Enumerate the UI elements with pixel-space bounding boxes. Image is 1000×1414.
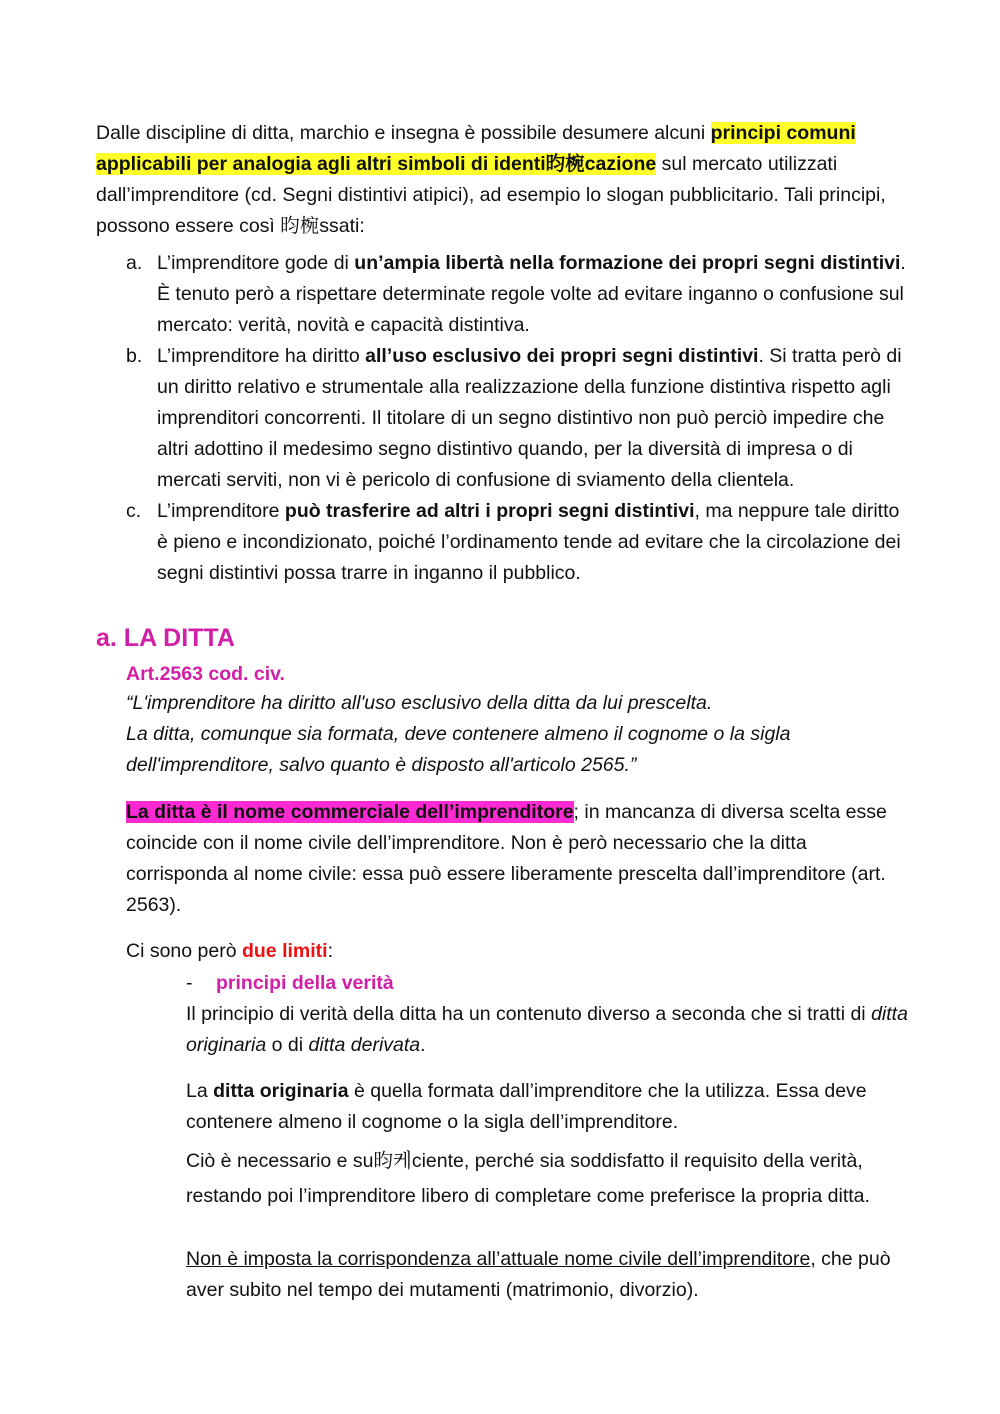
- truth-italic-1: ditta originaria: [186, 1003, 908, 1056]
- originaria-bold: ditta originaria: [213, 1080, 349, 1102]
- bullet-dash: -: [186, 972, 193, 994]
- sufficient-line-2: restando poi l’imprenditore libero di completare come preferisce la propria ditta.: [186, 1185, 870, 1207]
- quote-line: dell'imprenditore, salvo quanto è disposto all'articolo 2565.”: [126, 754, 637, 776]
- list-label: a.: [126, 252, 143, 274]
- article-quote: [126, 688, 906, 781]
- intro-paragraph: [96, 118, 886, 242]
- principles-list: [96, 248, 906, 589]
- principle-text-2: , ma neppure tale diritto è pieno e incondizionato, poiché l’ordinamento tende ad evitare che la circolazione dei segni distintivi possa trarre in inganno il pubblico.: [157, 500, 901, 584]
- article-reference: Art.2563 cod. civ.: [126, 663, 285, 685]
- originaria-text-2: è quella formata dall’imprenditore che la utilizza. Essa deve contenere almeno il cognome o la sigla dell’imprenditore.: [186, 1080, 867, 1133]
- originaria-paragraph: [186, 1076, 916, 1138]
- principle-bold: un’ampia libertà nella formazione dei propri segni distintivi: [354, 252, 901, 274]
- principle-text: L’imprenditore: [157, 500, 285, 522]
- principle-text: L’imprenditore gode di: [157, 252, 355, 274]
- limits-paragraph: [126, 936, 906, 967]
- principle-bold: all’uso esclusivo dei propri segni distintivi: [365, 345, 759, 367]
- truth-text: Il principio di verità della ditta ha un contenuto diverso a seconda che si tratti di: [186, 1003, 872, 1025]
- bullet-title: principi della verità: [216, 972, 394, 994]
- definition-text: ; in mancanza di diversa scelta esse coincide con il nome civile dell’imprenditore. Non è però necessario che la ditta corrisponda al nome civile: essa può essere liberamente prescelta dall’imprenditore (art. 2563).: [126, 801, 887, 916]
- nome-civile-paragraph: [186, 1244, 911, 1306]
- definition-highlight: La ditta è il nome commerciale dell’imprenditore: [126, 801, 574, 823]
- intro-text-2: sul mercato utilizzati dall’imprenditore (cd. Segni distintivi atipici), ad esempio lo slogan pubblicitario. Tali principi, possono essere così 昀椀ssati:: [96, 153, 886, 237]
- limits-highlight: due limiti: [241, 940, 328, 962]
- quote-line: “L'imprenditore ha diritto all'uso esclusivo della ditta da lui prescelta.: [126, 692, 713, 714]
- nome-civile-underlined: Non è imposta la corrispondenza all’attuale nome civile dell’imprenditore: [186, 1248, 811, 1270]
- truth-text-3: .: [420, 1034, 426, 1056]
- truth-text-2: o di: [266, 1034, 309, 1056]
- principle-item-b: [96, 341, 906, 496]
- principle-text: L’imprenditore ha diritto: [157, 345, 366, 367]
- intro-highlight: principi comuni applicabili per analogia agli altri simboli di identi昀椀cazione: [96, 122, 856, 175]
- limits-colon: :: [327, 940, 333, 962]
- principle-bold: può trasferire ad altri i propri segni distintivi: [284, 500, 695, 522]
- bullet-item: [186, 968, 394, 999]
- intro-text: Dalle discipline di ditta, marchio e insegna è possibile desumere alcuni: [96, 122, 711, 144]
- quote-line: La ditta, comunque sia formata, deve contenere almeno il cognome o la sigla: [126, 723, 791, 745]
- list-label: b.: [126, 345, 143, 367]
- section-title: a. LA DITTA: [96, 624, 235, 652]
- limits-text: Ci sono però: [126, 940, 242, 962]
- truth-italic-2: ditta derivata: [308, 1034, 421, 1056]
- definition-paragraph: [126, 797, 906, 921]
- principle-item-a: [96, 248, 906, 341]
- list-label: c.: [126, 500, 142, 522]
- sufficient-line-1: Ciò è necessario e su昀케ciente, perché sia soddisfatto il requisito della verità,: [186, 1150, 863, 1172]
- nome-civile-text: , che può aver subito nel tempo dei mutamenti (matrimonio, divorzio).: [186, 1248, 891, 1301]
- principle-item-c: [96, 496, 906, 589]
- principle-text-2: . Si tratta però di un diritto relativo e strumentale alla realizzazione della funzione distintiva rispetto agli imprenditori concorrenti. Il titolare di un segno distintivo non può perciò impedire che altri adottino il medesimo segno distintivo quando, per la diversità di impresa o di mercati serviti, non vi è pericolo di confusione di sviamento della clientela.: [157, 345, 902, 491]
- truth-paragraph: [186, 999, 916, 1061]
- principle-text-2: . È tenuto però a rispettare determinate regole volte ad evitare inganno o confusione sul mercato: verità, novità e capacità distintiva.: [157, 252, 906, 336]
- originaria-text: La: [186, 1080, 214, 1102]
